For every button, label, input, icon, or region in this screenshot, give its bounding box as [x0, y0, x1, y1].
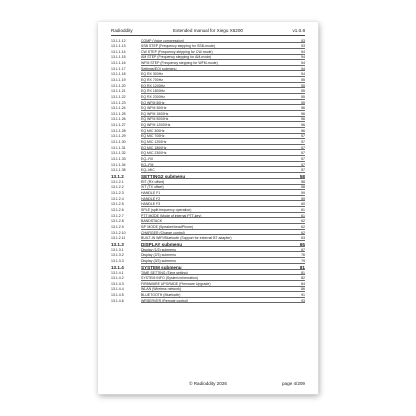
toc-entry-number: 13.1.1.22 [111, 94, 126, 99]
header-rule [111, 35, 305, 36]
toc-entry-page: 57 [301, 151, 305, 156]
toc-entry-page: 54 [301, 55, 305, 60]
toc-leader-line [141, 212, 305, 213]
toc-entry-number: 13.1.1.23 [111, 100, 126, 105]
toc-leader-line [141, 184, 305, 185]
toc-entry-page: 54 [301, 72, 305, 77]
toc-entry-title: EQ--FM [141, 162, 154, 167]
toc-entry-number: 13.1.2.6 [111, 207, 124, 212]
toc-entry-number: 13.1.4 [111, 264, 124, 270]
toc-leader-line [141, 59, 305, 60]
toc-entry-page: 58 [301, 185, 305, 190]
toc-entry-number: 13.1.1.31 [111, 145, 126, 150]
toc-leader-line [141, 76, 305, 77]
toc-entry-number: 13.1.4.2 [111, 276, 124, 281]
toc-entry-number: 13.1.1.32 [111, 151, 126, 156]
toc-entry-page: 56 [301, 123, 305, 128]
toc-entry-number: 13.1.1.15 [111, 55, 126, 60]
toc-entry-page: 54 [301, 49, 305, 54]
toc-entry-page: 82 [301, 276, 305, 281]
toc-entry-page: 55 [301, 83, 305, 88]
toc-leader-line [141, 257, 305, 258]
toc-leader-line [141, 149, 305, 150]
toc-entry-title: EQ MIC 300Hz [141, 128, 165, 133]
toc-entry-title: XIT (TX offset) [141, 185, 164, 190]
toc-entry-page: 56 [301, 128, 305, 133]
toc-entry-title: RIT (RX offset) [141, 179, 165, 184]
toc-leader-line [141, 286, 305, 287]
toc-entry-page: 81 [299, 264, 305, 270]
toc-entry-page: 62 [301, 230, 305, 235]
header-version: v1.0.8 [292, 28, 305, 33]
toc-entry-number: 13.1.2.1 [111, 179, 124, 184]
toc-entry-number: 13.1.2.2 [111, 185, 124, 190]
toc-entry-page: 57 [301, 162, 305, 167]
toc-entry-title: EQ RX 300Hz [141, 72, 163, 77]
toc-entry-page: 93 [301, 298, 305, 303]
toc-leader-line [141, 172, 305, 173]
toc-entry-page: 57 [301, 168, 305, 173]
toc-entry-number: 13.1.1.13 [111, 44, 126, 49]
toc-leader-line [141, 104, 305, 105]
toc-entry-title: HANDLE F2 [141, 196, 161, 201]
toc-entry-title: BUILT-IN WIFI/Bluetooth (Support for external BT adapter) [141, 236, 232, 241]
toc-entry-page: 62 [301, 219, 305, 224]
toc-leader-line [141, 70, 305, 71]
table-of-contents [111, 39, 305, 305]
toc-entry-number: 13.1.1.21 [111, 89, 126, 94]
toc-leader-line [141, 280, 305, 281]
toc-entry-title: EQ MIC 1800Hz [141, 145, 167, 150]
toc-entry-page: 57 [301, 145, 305, 150]
toc-leader-line [141, 127, 305, 128]
toc-entry-title: SSB STEP (Frequency stepping for SSB-mode) [141, 44, 216, 49]
toc-entry-page: 84 [301, 281, 305, 286]
toc-entry-title: SPLE (split frequency operation) [141, 207, 192, 212]
toc-entry-number: 13.1.4.6 [111, 298, 124, 303]
toc-entry-number: 13.1.1.18 [111, 72, 126, 77]
toc-entry-title: FIRMWARE UPGRADE (Firmware Upgrade) [141, 281, 211, 286]
toc-leader-line [141, 240, 305, 241]
page-footer [111, 380, 305, 388]
toc-entry-page: 59 [301, 196, 305, 201]
toc-entry-title: EQ WFM 1500Hz [141, 111, 169, 116]
toc-entry-title: DISPLAY submenu [141, 241, 183, 247]
toc-entry-title: EQ WFM 12000Hz [141, 123, 171, 128]
toc-leader-line [141, 269, 305, 270]
toc-leader-line [141, 155, 305, 156]
toc-leader-line [141, 302, 305, 303]
toc-leader-line [141, 291, 305, 292]
toc-entry-number: 13.1.1.25 [111, 111, 126, 116]
toc-entry-page: 55 [301, 77, 305, 82]
toc-entry-title: EQ MIC 700Hz [141, 134, 165, 139]
toc-row[interactable] [111, 299, 305, 305]
toc-entry-number: 13.1.1.27 [111, 123, 126, 128]
toc-entry-page: 58 [299, 173, 305, 179]
toc-entry-number: 13.1.1.12 [111, 38, 126, 43]
toc-entry-title: COMP (Voice compression) [141, 38, 185, 43]
toc-entry-number: 13.1.4.3 [111, 281, 124, 286]
toc-entry-number: 13.1.3.3 [111, 258, 124, 263]
toc-entry-number: 13.1.1.19 [111, 77, 126, 82]
toc-entry-title: HANDLE F1 [141, 191, 161, 196]
toc-leader-line [141, 274, 305, 275]
toc-leader-line [141, 223, 305, 224]
toc-leader-line [141, 251, 305, 252]
toc-entry-number: 13.1.3.1 [111, 247, 124, 252]
footer-copyright: © Radioddity 2026 [189, 381, 227, 386]
toc-entry-number: 13.1.4.4 [111, 287, 124, 292]
toc-entry-page: 63 [301, 236, 305, 241]
toc-leader-line [141, 48, 305, 49]
toc-leader-line [141, 297, 305, 298]
toc-entry-number: 13.1.2.7 [111, 213, 124, 218]
toc-entry-page: 67 [301, 247, 305, 252]
toc-leader-line [141, 189, 305, 190]
toc-entry-title: SETTING2 submenu [141, 173, 186, 179]
toc-entry-number: 13.1.3 [111, 241, 124, 247]
toc-leader-line [141, 206, 305, 207]
toc-leader-line [141, 217, 305, 218]
toc-entry-number: 13.1.1.24 [111, 106, 126, 111]
manual-page [98, 22, 318, 394]
toc-entry-title: AM STEP (Frequency stepping for AM-mode) [141, 55, 212, 60]
toc-entry-title: BLUETOOTH (Bluetooth) [141, 293, 181, 298]
toc-entry-page: 53 [301, 44, 305, 49]
toc-entry-page: 59 [301, 191, 305, 196]
toc-entry-page: 62 [301, 224, 305, 229]
toc-leader-line [141, 246, 305, 247]
toc-entry-page: 56 [301, 117, 305, 122]
toc-entry-title: S/F MODE (Speaker/headPhone) [141, 224, 194, 229]
toc-leader-line [141, 200, 305, 201]
toc-leader-line [141, 195, 305, 196]
toc-entry-title: BANDSTACK [141, 219, 163, 224]
footer-page-number: page 4/209 [282, 381, 305, 386]
toc-leader-line [141, 99, 305, 100]
toc-entry-number: 13.1.2.5 [111, 202, 124, 207]
toc-leader-line [141, 65, 305, 66]
toc-entry-number: 13.1.1.34 [111, 162, 126, 167]
toc-entry-page: 91 [301, 293, 305, 298]
toc-entry-page: 57 [301, 156, 305, 161]
toc-entry-page: 57 [301, 140, 305, 145]
toc-entry-title: Display (2/3) submenu [141, 253, 177, 258]
toc-entry-number: 13.1.2.4 [111, 196, 124, 201]
toc-leader-line [141, 82, 305, 83]
toc-entry-title: EQ WFM 50Hz [141, 100, 165, 105]
toc-leader-line [141, 178, 305, 179]
toc-leader-line [141, 54, 305, 55]
toc-entry-number: 13.1.1.14 [111, 49, 126, 54]
toc-entry-title: WRSERVER (Remote control) [141, 298, 189, 303]
toc-leader-line [141, 229, 305, 230]
toc-entry-page: 81 [301, 270, 305, 275]
toc-entry-number: 13.1.4.1 [111, 270, 124, 275]
toc-entry-title: HANDLE F3 [141, 202, 161, 207]
toc-entry-title: CW STEP (Frequency stepping for CW-mode) [141, 49, 213, 54]
toc-entry-number: 13.1.1.35 [111, 168, 126, 173]
toc-entry-page: 54 [301, 61, 305, 66]
toc-entry-page: 58 [301, 179, 305, 184]
toc-entry-title: EQ WFM 5000Hz [141, 117, 169, 122]
toc-entry-page: 65 [299, 241, 305, 247]
toc-entry-title: EQ--MIC [141, 168, 155, 173]
toc-entry-number: 13.1.2.9 [111, 224, 124, 229]
toc-entry-page: 56 [301, 111, 305, 116]
toc-entry-number: 13.1.1.29 [111, 134, 126, 139]
toc-leader-line [141, 93, 305, 94]
toc-entry-page: 56 [301, 106, 305, 111]
toc-leader-line [141, 110, 305, 111]
header-title: Extended manual for Xiegu X6200 [173, 28, 243, 33]
toc-leader-line [141, 144, 305, 145]
header-brand: Radioddity [111, 28, 133, 33]
toc-entry-number: 13.1.2 [111, 173, 124, 179]
toc-entry-number: 13.1.2.11 [111, 236, 126, 241]
toc-entry-title: EQ MIC 2300Hz [141, 151, 167, 156]
toc-entry-page: 76 [301, 253, 305, 258]
toc-entry-title: TIME SETTING (Time setting) [141, 270, 188, 275]
toc-entry-title: EQ RX 1200Hz [141, 83, 165, 88]
toc-leader-line [141, 121, 305, 122]
toc-leader-line [141, 138, 305, 139]
toc-entry-page: 61 [301, 213, 305, 218]
toc-entry-number: 13.1.1.28 [111, 128, 126, 133]
toc-entry-page: 61 [301, 207, 305, 212]
toc-entry-number: 13.1.1.26 [111, 117, 126, 122]
toc-entry-title: SYSTEM submenu [141, 264, 182, 270]
toc-entry-number: 13.1.2.3 [111, 191, 124, 196]
toc-entry-title: WLAN (Wireless network) [141, 287, 182, 292]
toc-entry-page: 86 [301, 287, 305, 292]
toc-leader-line [141, 87, 305, 88]
toc-entry-number: 13.1.1.17 [111, 66, 126, 71]
toc-entry-page: 55 [301, 89, 305, 94]
toc-leader-line [141, 161, 305, 162]
toc-entry-title: CHARGER (Charge control) [141, 230, 185, 235]
toc-entry-number: 13.1.2.10 [111, 230, 126, 235]
page-header [111, 27, 305, 35]
toc-leader-line [141, 116, 305, 117]
toc-entry-title: PTT MODE (Mode of internal PTT-key) [141, 213, 202, 218]
toc-entry-title: EQ RX 2300Hz [141, 94, 165, 99]
toc-entry-title: EQ RX 1800Hz [141, 89, 165, 94]
toc-entry-title: EQ--RX [141, 156, 154, 161]
toc-entry-title: Display (1/3) submenu [141, 247, 177, 252]
toc-leader-line [141, 166, 305, 167]
toc-entry-number: 13.1.1.30 [111, 140, 126, 145]
toc-entry-page: 57 [301, 134, 305, 139]
toc-entry-title: EQ RX 700Hz [141, 77, 163, 82]
toc-leader-line [141, 42, 305, 43]
toc-entry-title: WFM STEP (Frequency stepping for WFM-mode) [141, 61, 218, 66]
toc-entry-number: 13.1.4.5 [111, 293, 124, 298]
toc-entry-page: 60 [301, 202, 305, 207]
toc-leader-line [141, 234, 305, 235]
toc-entry-page: 55 [301, 94, 305, 99]
toc-entry-title: EQ MIC 1200Hz [141, 140, 167, 145]
toc-entry-page: 54 [301, 66, 305, 71]
toc-entry-page: 55 [301, 100, 305, 105]
toc-entry-title: Display (3/3) submenu [141, 258, 177, 263]
toc-leader-line [141, 133, 305, 134]
toc-entry-number: 13.1.3.2 [111, 253, 124, 258]
toc-entry-number: 13.1.1.16 [111, 61, 126, 66]
toc-entry-number: 13.1.2.8 [111, 219, 124, 224]
toc-entry-title: Settings(EQ) submenu [141, 66, 177, 71]
toc-leader-line [141, 263, 305, 264]
toc-entry-page: 79 [301, 258, 305, 263]
toc-entry-title: EQ WFM 300Hz [141, 106, 167, 111]
toc-entry-number: 13.1.1.33 [111, 156, 126, 161]
toc-entry-number: 13.1.1.20 [111, 83, 126, 88]
toc-entry-page: 53 [301, 38, 305, 43]
toc-entry-title: SYSTEM INFO (System information) [141, 276, 198, 281]
